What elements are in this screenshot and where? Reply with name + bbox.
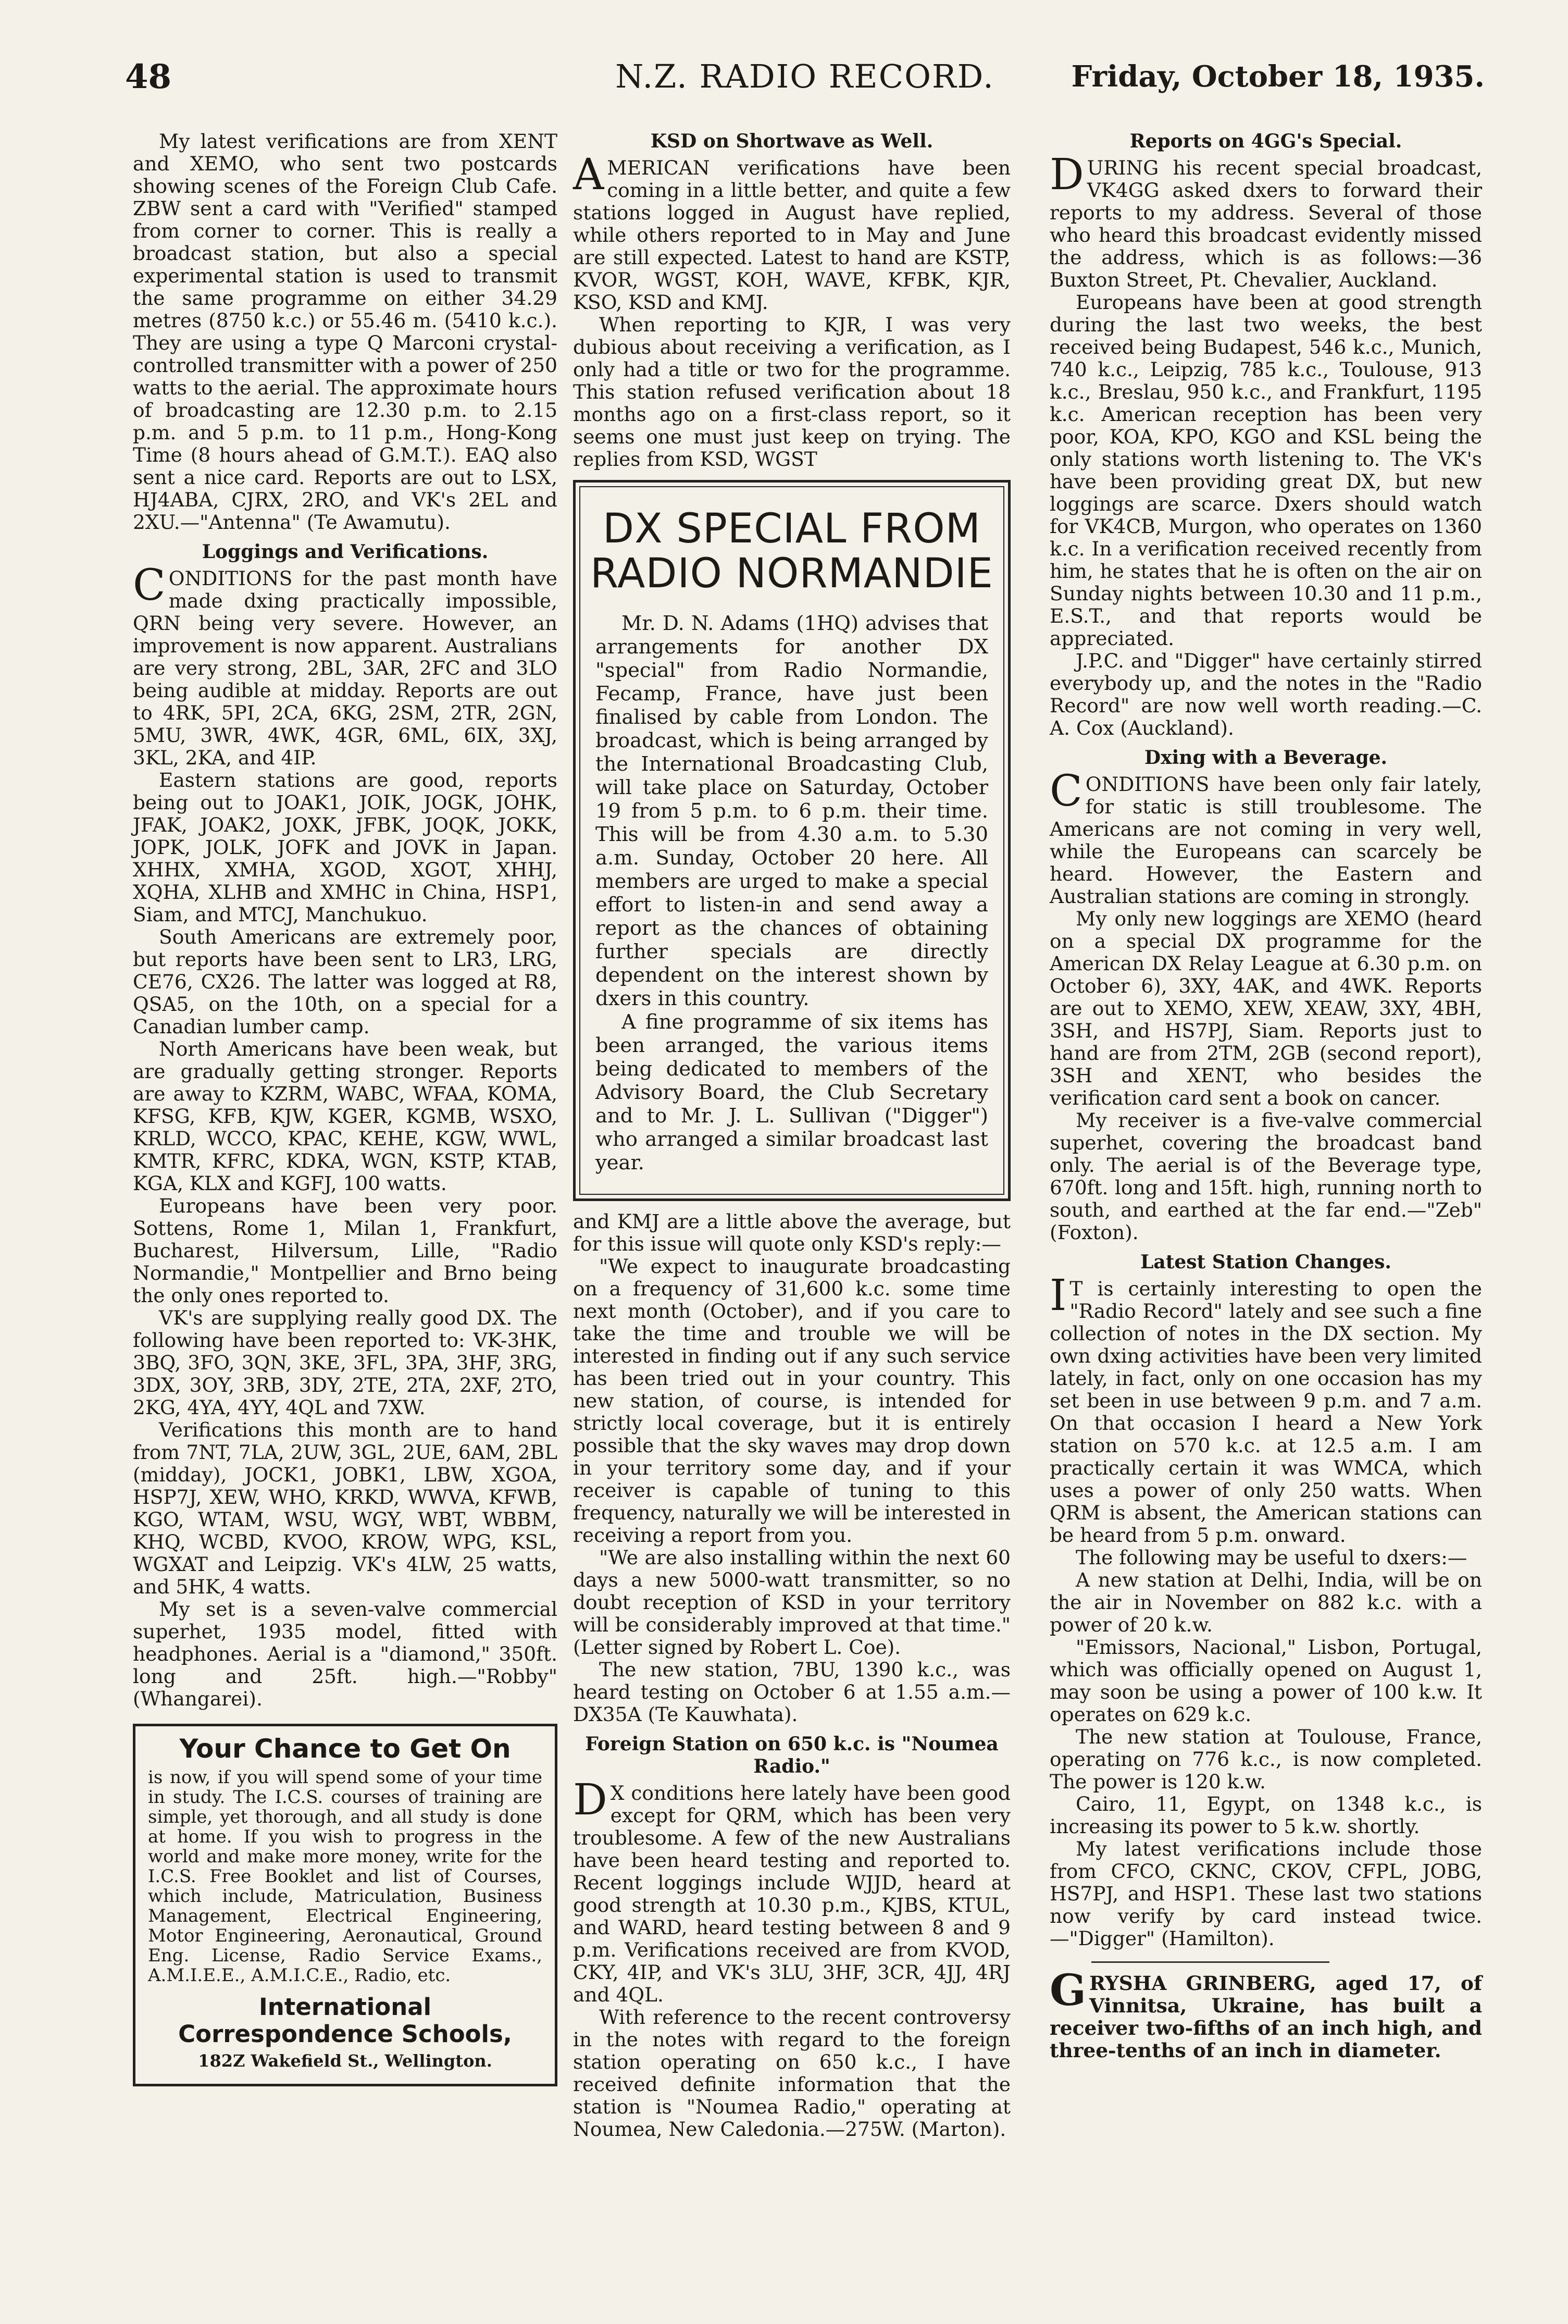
article-paragraph: My latest verifications are from XENT and XEMO, who sent two postcards showing scenes of the Foreign Club Cafe. ZBW sent a card with "Verified" stamped from corner to corner. This is really a broadcast station, but also a special experimental station is used to transmit the same programme on either 34.29 metres (8750 k.c.) or 55.46 m. (5410 k.c.). They are using a type Q Marconi crystal-controlled transmitter with a power of 250 watts to the aerial. The approximate hours of broadcasting are 12.30 p.m. to 2.15 p.m. and 5 p.m. to 11 p.m., Hong-Kong Time (8 hours ahead of G.M.T.). EAQ also sent a nice card. Reports are out to LSX, HJ4ABA, CJRX, 2RO, and VK's 2EL and 2XU.—"Antenna" (Te Awamutu). xyxy=(133,130,557,534)
section-heading: Dxing with a Beverage. xyxy=(1144,747,1388,769)
page-header xyxy=(125,47,1485,120)
section-heading: KSD on Shortwave as Well. xyxy=(650,130,934,152)
article-paragraph: "We are also installing within the next 60 days a new 5000-watt transmitter, so no doubt reception of KSD in your territory will be considerably improved at that time." (Letter signed by Robert L. Coe). xyxy=(573,1546,1011,1659)
ad-body: is now, if you will spend some of your time in study. The I.C.S. courses of training are simple, yet thorough, and all study is done at home. If you wish to progress in the world and make more money, write for the I.C.S. Free Booklet and list of Courses, which include, Matriculation, Business Management, Electrical Engineering, Motor Engineering, Aeronautical, Ground Eng. License, Radio Service Exams., A.M.I.E.E., A.M.I.C.E., Radio, etc. xyxy=(148,1767,542,1986)
dx-special-box xyxy=(573,480,1011,1201)
column-right xyxy=(1050,130,1482,2062)
article-paragraph: North Americans have been weak, but are gradually getting stronger. Reports are away to KZRM, WABC, WFAA, KOMA, KFSG, KFB, KJW, KGER, KGMB, WSXO, KRLD, WCCO, KPAC, KEHE, KGW, WWL, KMTR, KFRC, KDKA, WGN, KSTP, KTAB, KGA, KLX and KGFJ, 100 watts. xyxy=(133,1037,557,1195)
article-paragraph: My set is a seven-valve commercial superhet, 1935 model, fitted with headphones. Aerial is a "diamond," 350ft. long and 25ft. high.—"Robby" (Whangarei). xyxy=(133,1598,557,1710)
column-left xyxy=(133,130,557,2086)
article-paragraph: CONDITIONS have been only fair lately, for static is still troublesome. The Americans are not coming in very well, while the Europeans can scarcely be heard. However, the Eastern and Australian stations are coming in strongly. xyxy=(1050,767,1482,908)
page-number: 48 xyxy=(125,57,172,96)
article-paragraph: Cairo, 11, Egypt, on 1348 k.c., is increasing its power to 5 k.w. shortly. xyxy=(1050,1793,1482,1838)
ad-address: 182Z Wakefield St., Wellington. xyxy=(198,2051,492,2071)
box-paragraph: Mr. D. N. Adams (1HQ) advises that arrangements for another DX "special" from Radio Normandie, Fecamp, France, have just been finalised by cable from London. The broadcast, which is being arranged by the International Broadcasting Club, will take place on Saturday, October 19 from 5 p.m. to 6 p.m. their time. This will be from 4.30 a.m. to 5.30 a.m. Sunday, October 20 here. All members are urged to make a special effort to listen-in and send away a report as the chances of obtaining further specials are directly dependent on the interest shown by dxers in this country. xyxy=(595,612,988,1010)
article-paragraph: Europeans have been at good strength during the last two weeks, the best received being Budapest, 546 k.c., Munich, 740 k.c., Leipzig, 785 k.c., Toulouse, 913 k.c., Breslau, 950 k.c., and Frankfurt, 1195 k.c. American reception has been very poor, KOA, KPO, KGO and KSL being the only stations worth listening to. The VK's have been providing great DX, but new loggings are scarce. Dxers should watch for VK4CB, Murgon, who operates on 1360 k.c. In a verification received recently from him, he states that he is often on the air on Sunday nights between 10.30 and 11 p.m., E.S.T., and that reports would be appreciated. xyxy=(1050,291,1482,650)
article-paragraph: AMERICAN verifications have been coming in a little better, and quite a few stations logged in August have replied, while others reported to in May and June are still expected. Latest to hand are KSTP, KVOR, WGST, KOH, WAVE, KFBK, KJR, KSO, KSD and KMJ. xyxy=(573,150,1011,314)
article-paragraph: J.P.C. and "Digger" have certainly stirred everybody up, and the notes in the "Radio Record" are now well worth reading.—C. A. Cox (Auckland). xyxy=(1050,649,1482,739)
article-paragraph: and KMJ are a little above the average, but for this issue will quote only KSD's reply:— xyxy=(573,1210,1011,1255)
article-paragraph: IT is certainly interesting to open the "Radio Record" lately and see such a fine collection of notes in the DX section. My own dxing activities have been very limited lately, in fact, only on one occasion has my set been in use between 9 p.m. and 7 a.m. On that occasion I heard a New York station on 570 k.c. at 12.5 a.m. I am practically certain it was WMCA, which uses a power of only 250 watts. When QRM is absent, the American stations can be heard from 5 p.m. onward. xyxy=(1050,1271,1482,1547)
article-paragraph: The new station, 7BU, 1390 k.c., was heard testing on October 6 at 1.55 a.m.—DX35A (Te Kauwhata). xyxy=(573,1658,1011,1726)
article-paragraph: The new station at Toulouse, France, operating on 776 k.c., is now completed. The power is 120 k.w. xyxy=(1050,1725,1482,1793)
news-brief: GRYSHA GRINBERG, aged 17, of Vinnitsa, Ukraine, has built a receiver two-fifths of an inch high, and three-tenths of an inch in diameter. xyxy=(1050,1965,1482,2062)
article-paragraph: Eastern stations are good, reports being out to JOAK1, JOIK, JOGK, JOHK, JFAK, JOAK2, JOXK, JFBK, JOQK, JOKK, JOPK, JOLK, JOFK and JOVK in Japan. XHHX, XMHA, XGOD, XGOT, XHHJ, XQHA, XLHB and XMHC in China, HSP1, Siam, and MTCJ, Manchukuo. xyxy=(133,769,557,926)
ad-organisation: International Correspondence Schools, xyxy=(178,1993,512,2048)
article-paragraph: With reference to the recent controversy in the notes with regard to the foreign station operating on 650 k.c., I have received definite information that the station is "Noumea Radio," operating at Noumea, New Caledonia.—275W. (Marton). xyxy=(573,2006,1011,2141)
section-heading: Latest Station Changes. xyxy=(1140,1251,1391,1273)
article-paragraph: VK's are supplying really good DX. The following have been reported to: VK-3HK, 3BQ, 3FO, 3QN, 3KE, 3FL, 3PA, 3HF, 3RG, 3DX, 3OY, 3RB, 3DY, 2TE, 2TA, 2XF, 2TO, 2KG, 4YA, 4YY, 4QL and 7XW. xyxy=(133,1306,557,1419)
column-middle xyxy=(573,130,1011,2141)
ad-title: Your Chance to Get On xyxy=(179,1734,511,1764)
article-paragraph: Europeans have been very poor. Sottens, Rome 1, Milan 1, Frankfurt, Bucharest, Hilversum, Lille, "Radio Normandie," Montpellier and Brno being the only ones reported to. xyxy=(133,1194,557,1307)
section-heading: Loggings and Verifications. xyxy=(202,541,489,563)
article-paragraph: My receiver is a five-valve commercial superhet, covering the broadcast band only. The aerial is of the Beverage type, 670ft. long and 15ft. high, running north to south, and earthed at the far end.—"Zeb" (Foxton). xyxy=(1050,1109,1482,1244)
article-paragraph: DX conditions here lately have been good except for QRM, which has been very troublesome. A few of the new Australians have been heard testing and reported to. Recent loggings include WJJD, heard at good strength at 10.30 p.m., KJBS, KTUL, and WARD, heard testing between 8 and 9 p.m. Verifications received are from KVOD, CKY, 4IP, and VK's 3LU, 3HF, 3CR, 4JJ, 4RJ and 4QL. xyxy=(573,1775,1011,2006)
article-paragraph: A new station at Delhi, India, will be on the air in November on 882 k.c. with a power of 20 k.w. xyxy=(1050,1568,1482,1636)
article-paragraph: South Americans are extremely poor, but reports have been sent to LR3, LRG, CE76, CX26. The latter was logged at R8, QSA5, on the 10th, on a special for a Canadian lumber camp. xyxy=(133,925,557,1038)
ics-advertisement xyxy=(133,1724,557,2086)
box-title: DX SPECIAL FROM RADIO NORMANDIE xyxy=(590,505,993,597)
article-paragraph: "We expect to inaugurate broadcasting on a frequency of 31,600 k.c. some time next month (October), and if you care to take the time and trouble we will be interested in finding out if any such service has been tried out in your country. This new station, of course, is intended for strictly local coverage, but it is entirely possible that the sky waves may drop down in your territory some day, and if your receiver is capable of tuning to this frequency, naturally we will be interested in receiving a report from you. xyxy=(573,1255,1011,1547)
section-heading: Reports on 4GG's Special. xyxy=(1129,130,1402,152)
article-paragraph: DURING his recent special broadcast, VK4GG asked dxers to forward their reports to my address. Several of those who heard this broadcast evidently missed the address, which is as follows:—36 Buxton Street, Pt. Chevalier, Auckland. xyxy=(1050,150,1482,291)
article-paragraph: When reporting to KJR, I was very dubious about receiving a verification, as I only had a title or two for the programme. This station refused verification about 18 months ago on a first-class report, so it seems one must just keep on trying. The replies from KSD, WGST xyxy=(573,313,1011,471)
publication-title: N.Z. RADIO RECORD. xyxy=(615,57,994,95)
box-paragraph: A fine programme of six items has been arranged, the various items being dedicated to members of the Advisory Board, the Club Secretary and to Mr. J. L. Sullivan ("Digger") who arranged a similar broadcast last year. xyxy=(595,1010,988,1175)
article-paragraph: Verifications this month are to hand from 7NT, 7LA, 2UW, 3GL, 2UE, 6AM, 2BL (midday), JOCK1, JOBK1, LBW, XGOA, HSP7J, XEW, WHO, KRKD, WWVA, KFWB, KGO, WTAM, WSU, WGY, WBT, WBBM, KHQ, WCBD, KVOO, KROW, WPG, KSL, WGXAT and Leipzig. VK's 4LW, 25 watts, and 5HK, 4 watts. xyxy=(133,1418,557,1598)
article-paragraph: CONDITIONS for the past month have made dxing practically impossible, QRN being very severe. However, an improvement is now apparent. Australians are very strong, 2BL, 3AR, 2FC and 3LO being audible at midday. Reports are out to 4RK, 5PI, 2CA, 6KG, 2SM, 2TR, 2GN, 5MU, 3WR, 4WK, 4GR, 6ML, 6IX, 3XJ, 3KL, 2KA, and 4IP. xyxy=(133,561,557,769)
divider-rule xyxy=(1091,1961,1329,1963)
article-paragraph: "Emissors, Nacional," Lisbon, Portugal, which was officially opened on August 1, may soon be using a power of 100 k.w. It operates on 629 k.c. xyxy=(1050,1636,1482,1726)
article-paragraph: The following may be useful to dxers:— xyxy=(1076,1546,1467,1569)
issue-date: Friday, October 18, 1935. xyxy=(1071,59,1485,94)
article-paragraph: My only new loggings are XEMO (heard on a special DX programme for the American DX Relay League at 6.30 p.m. on October 6), 3XY, 4AK, and 4WK. Reports are out to XEMO, XEW, XEAW, 3XY, 4BH, 3SH, and HS7PJ, Siam. Reports just to hand are from 2TM, 2GB (second report), 3SH and XENT, who besides the verification card sent a book on cancer. xyxy=(1050,907,1482,1109)
article-paragraph: My latest verifications include those from CFCO, CKNC, CKOV, CFPL, JOBG, HS7PJ, and HSP1. These last two stations now verify by card instead twice.—"Digger" (Hamilton). xyxy=(1050,1837,1482,1950)
section-heading: Foreign Station on 650 k.c. is "Noumea Radio." xyxy=(585,1733,999,1777)
